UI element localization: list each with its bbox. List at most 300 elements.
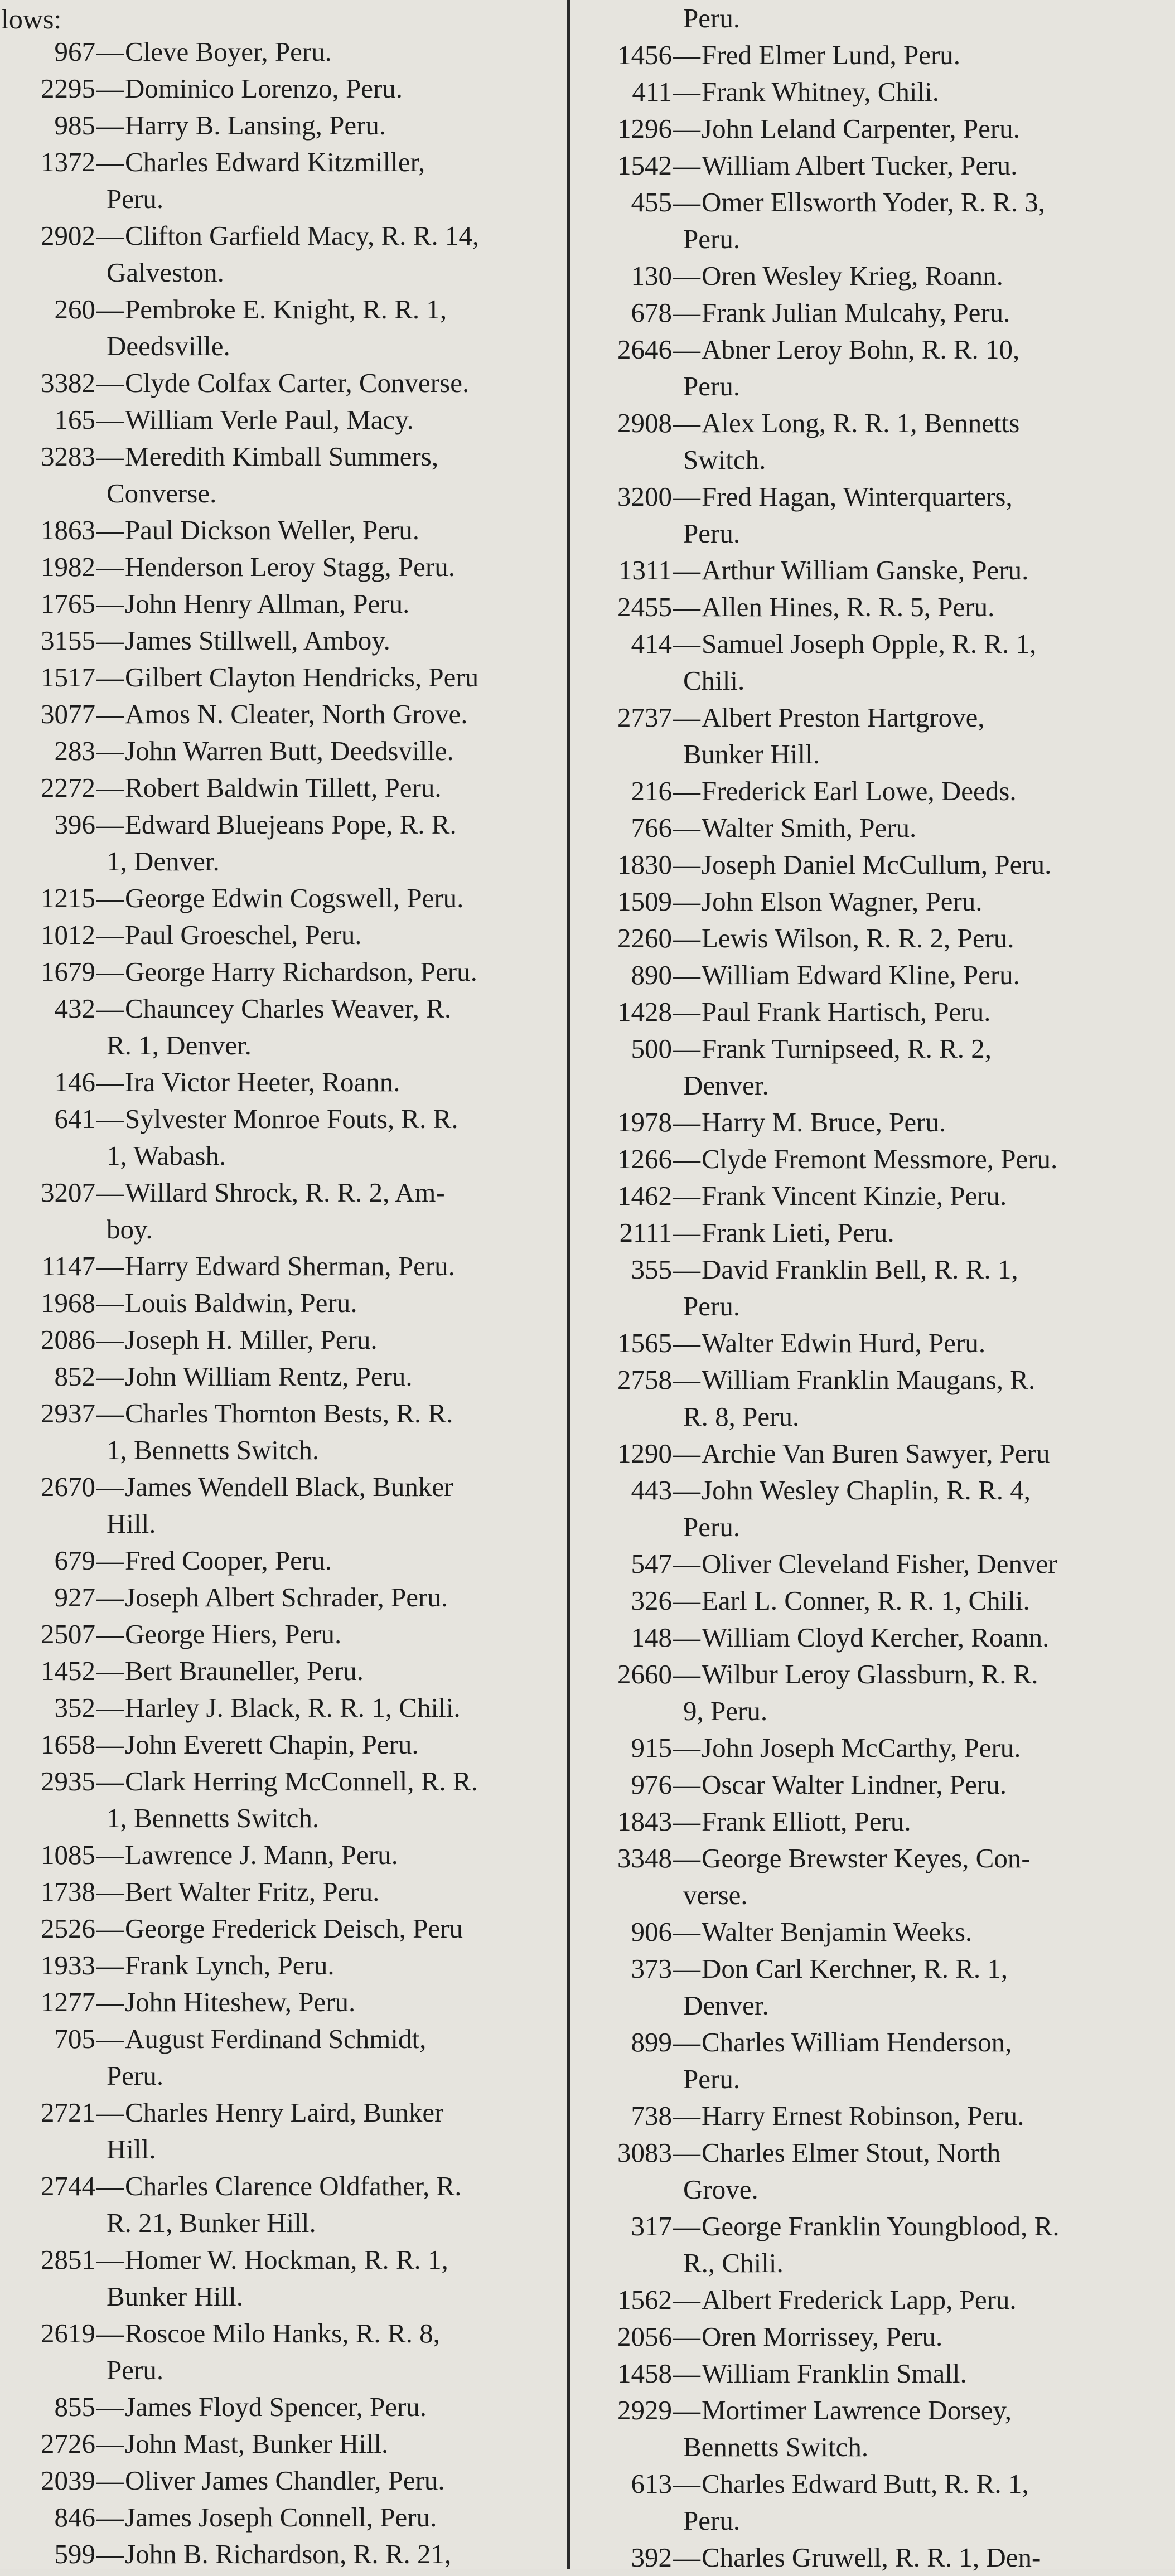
entry-name-address: Frank Whitney, Chili. xyxy=(702,76,939,107)
serial-number: 2260 xyxy=(617,923,672,953)
serial-number: 915 xyxy=(631,1732,672,1763)
serial-number: 1012 xyxy=(41,919,95,950)
dash-separator: — xyxy=(96,404,124,435)
entry-name-address: Henderson Leroy Stagg, Peru. xyxy=(125,551,455,582)
serial-number: 766 xyxy=(631,812,672,843)
dash-separator: — xyxy=(673,2468,700,2499)
registrant-entry xyxy=(3,512,567,549)
entry-first-line xyxy=(574,1656,1171,1693)
registrant-entry xyxy=(3,917,567,953)
serial-number: 2851 xyxy=(41,2244,95,2275)
serial-number: 1085 xyxy=(41,1839,95,1870)
registrant-entry xyxy=(574,1803,1171,1840)
entry-first-line xyxy=(574,846,1171,883)
serial-number: 1462 xyxy=(617,1180,672,1211)
dash-separator: — xyxy=(96,1950,124,1981)
registrant-entry xyxy=(3,401,567,438)
dash-separator: — xyxy=(96,367,124,398)
serial-number: 2908 xyxy=(617,408,672,438)
registrant-entry xyxy=(3,1579,567,1616)
registrant-entry xyxy=(3,2499,567,2536)
entry-continuation: R., Chili. xyxy=(683,2248,784,2278)
registrant-entry xyxy=(3,1726,567,1763)
entry-first-line xyxy=(3,622,567,659)
serial-number: 3077 xyxy=(41,699,95,729)
serial-number: 1843 xyxy=(617,1806,672,1837)
registrant-entry xyxy=(574,552,1171,589)
intro-text: lows: xyxy=(1,3,62,35)
registrant-entry xyxy=(574,1914,1171,1950)
dash-separator: — xyxy=(673,113,700,144)
serial-number: 641 xyxy=(54,1103,95,1134)
dash-separator: — xyxy=(673,334,700,365)
entry-name-address: Oliver Cleveland Fisher, Denver xyxy=(702,1548,1057,1579)
dash-separator: — xyxy=(96,1619,124,1649)
dash-separator: — xyxy=(673,1548,700,1579)
serial-number: 899 xyxy=(631,2027,672,2057)
entry-name-address: Charles Thornton Bests, R. R. xyxy=(125,1398,453,1429)
registrant-entry xyxy=(574,74,1171,110)
registrant-entry xyxy=(3,2315,567,2389)
entry-continuation: 1, Bennetts Switch. xyxy=(107,1435,320,1465)
registrant-entry xyxy=(3,1542,567,1579)
registrant-entry xyxy=(574,147,1171,184)
dash-separator: — xyxy=(673,1364,700,1395)
entry-continuation: Peru. xyxy=(683,3,741,33)
entry-name-address: Homer W. Hockman, R. R. 1, xyxy=(125,2244,448,2275)
registrant-entry xyxy=(574,1840,1171,1914)
dash-separator: — xyxy=(673,960,700,990)
dash-separator: — xyxy=(96,1545,124,1576)
registrant-entry xyxy=(574,2208,1171,2282)
dash-separator: — xyxy=(96,1103,124,1134)
entry-name-address: Albert Preston Hartgrove, xyxy=(702,702,985,733)
registrant-entry xyxy=(3,1947,567,1984)
entry-continuation: Peru. xyxy=(107,183,164,214)
entry-first-line xyxy=(3,2021,567,2057)
registrant-entry xyxy=(574,2024,1171,2098)
registrant-entry xyxy=(3,107,567,144)
entry-name-address: Walter Smith, Peru. xyxy=(702,812,917,843)
serial-number: 3348 xyxy=(617,1843,672,1873)
entry-name-address: William Cloyd Kercher, Roann. xyxy=(702,1622,1050,1653)
serial-number: 705 xyxy=(54,2023,95,2054)
entry-continuation: R. 1, Denver. xyxy=(107,1030,252,1061)
entry-first-line xyxy=(574,405,1171,442)
entry-first-line xyxy=(574,699,1171,736)
entry-name-address: George Franklin Youngblood, R. xyxy=(702,2211,1060,2241)
dash-separator: — xyxy=(96,625,124,656)
registrant-entry xyxy=(3,990,567,1064)
dash-separator: — xyxy=(673,40,700,70)
dash-separator: — xyxy=(96,1839,124,1870)
dash-separator: — xyxy=(673,1033,700,1064)
entry-name-address: Harley J. Black, R. R. 1, Chili. xyxy=(125,1692,461,1723)
serial-number: 352 xyxy=(54,1692,95,1723)
serial-number: 1863 xyxy=(41,515,95,545)
entry-name-address: Frederick Earl Lowe, Deeds. xyxy=(702,776,1017,806)
registrant-entry xyxy=(574,2392,1171,2466)
entry-first-line xyxy=(3,1616,567,1653)
entry-name-address: Bert Walter Fritz, Peru. xyxy=(125,1876,380,1907)
entry-first-line xyxy=(574,1214,1171,1251)
entry-first-line xyxy=(3,1101,567,1137)
entry-first-line xyxy=(574,1730,1171,1766)
registrant-entry xyxy=(3,1321,567,1358)
entry-name-address: Mortimer Lawrence Dorsey, xyxy=(702,2395,1012,2425)
dash-separator: — xyxy=(96,1361,124,1392)
entry-continuation: Hill. xyxy=(107,1508,156,1539)
registrant-entry xyxy=(3,2168,567,2241)
right-column xyxy=(574,0,1171,2573)
registrant-entry xyxy=(574,1104,1171,1141)
serial-number: 2744 xyxy=(41,2171,95,2201)
serial-number: 2721 xyxy=(41,2097,95,2128)
entry-name-address: William Franklin Maugans, R. xyxy=(702,1364,1036,1395)
registrant-entry xyxy=(574,957,1171,994)
entry-first-line xyxy=(3,2536,567,2573)
registrant-entry xyxy=(574,1472,1171,1546)
dash-separator: — xyxy=(673,1475,700,1505)
serial-number: 317 xyxy=(631,2211,672,2241)
entry-name-address: John Mast, Bunker Hill. xyxy=(125,2428,389,2459)
entry-first-line xyxy=(574,1141,1171,1178)
serial-number: 414 xyxy=(631,628,672,659)
serial-number: 373 xyxy=(631,1953,672,1984)
entry-name-address: John B. Richardson, R. R. 21, xyxy=(125,2539,452,2569)
serial-number: 1542 xyxy=(617,150,672,181)
registrant-entry xyxy=(3,33,567,70)
registrant-entry xyxy=(3,953,567,990)
entry-first-line xyxy=(574,1766,1171,1803)
registrant-entry xyxy=(574,1766,1171,1803)
registrant-entry xyxy=(574,1251,1171,1325)
entry-first-line xyxy=(574,258,1171,294)
entry-continuation: Peru. xyxy=(683,1291,741,1321)
entry-first-line xyxy=(574,957,1171,994)
entry-name-address: Bert Brauneller, Peru. xyxy=(125,1655,364,1686)
entry-name-address: John Elson Wagner, Peru. xyxy=(702,886,983,917)
serial-number: 2056 xyxy=(617,2321,672,2352)
dash-separator: — xyxy=(673,76,700,107)
dash-separator: — xyxy=(673,592,700,622)
entry-first-line xyxy=(574,2134,1171,2171)
registrant-entry xyxy=(3,1616,567,1653)
entry-first-line xyxy=(574,883,1171,920)
registrant-entry xyxy=(3,733,567,769)
entry-first-line xyxy=(574,773,1171,810)
dash-separator: — xyxy=(96,441,124,472)
entry-first-line xyxy=(3,2315,567,2352)
entry-name-address: Pembroke E. Knight, R. R. 1, xyxy=(125,294,447,325)
registrant-entry xyxy=(3,1174,567,1248)
entry-continuation: Peru. xyxy=(683,2505,741,2536)
entry-name-address: William Franklin Small. xyxy=(702,2358,967,2389)
entry-name-address: Wilbur Leroy Glassburn, R. R. xyxy=(702,1659,1038,1689)
registrant-entry xyxy=(3,1101,567,1174)
serial-number: 2295 xyxy=(41,73,95,104)
serial-number: 2272 xyxy=(41,772,95,803)
registrant-entry xyxy=(574,0,1171,37)
serial-number: 1658 xyxy=(41,1729,95,1760)
entry-name-address: Oliver James Chandler, Peru. xyxy=(125,2465,445,2496)
entry-first-line xyxy=(574,37,1171,74)
entry-name-address: Harry Edward Sherman, Peru. xyxy=(125,1251,455,1281)
entry-name-address: Frank Lieti, Peru. xyxy=(702,1217,894,1248)
entry-first-line xyxy=(574,626,1171,662)
dash-separator: — xyxy=(673,2100,700,2131)
registrant-entry xyxy=(574,2098,1171,2134)
dash-separator: — xyxy=(96,220,124,251)
dash-separator: — xyxy=(96,2244,124,2275)
entry-continuation: Deedsville. xyxy=(107,331,230,361)
serial-number: 3382 xyxy=(41,367,95,398)
entry-name-address: George Hiers, Peru. xyxy=(125,1619,342,1649)
entry-first-line xyxy=(3,880,567,917)
serial-number: 1311 xyxy=(618,555,672,585)
serial-number: 1968 xyxy=(41,1287,95,1318)
dash-separator: — xyxy=(96,772,124,803)
registrant-entry xyxy=(574,1030,1171,1104)
registrant-entry xyxy=(3,144,567,217)
entry-first-line xyxy=(574,1803,1171,1840)
entry-first-line xyxy=(3,365,567,401)
entry-first-line xyxy=(3,659,567,696)
registrant-entry xyxy=(574,1619,1171,1656)
registrant-entry xyxy=(574,1730,1171,1766)
dash-separator: — xyxy=(673,628,700,659)
registrant-entry xyxy=(574,258,1171,294)
serial-number: 1277 xyxy=(41,1987,95,2017)
entry-first-line xyxy=(574,331,1171,368)
entry-name-address: Frank Elliott, Peru. xyxy=(702,1806,911,1837)
entry-name-address: Samuel Joseph Opple, R. R. 1, xyxy=(702,628,1037,659)
left-column xyxy=(3,0,567,2569)
serial-number: 1565 xyxy=(617,1328,672,1358)
dash-separator: — xyxy=(96,883,124,913)
entry-name-address: Frank Vincent Kinzie, Peru. xyxy=(702,1180,1007,1211)
registrant-entry xyxy=(3,2462,567,2499)
dash-separator: — xyxy=(673,1769,700,1800)
entry-name-address: John William Rentz, Peru. xyxy=(125,1361,413,1392)
dash-separator: — xyxy=(673,1732,700,1763)
entry-first-line xyxy=(3,1726,567,1763)
entry-first-line xyxy=(574,2098,1171,2134)
dash-separator: — xyxy=(96,919,124,950)
entry-continuation: Denver. xyxy=(683,1070,769,1101)
entry-name-address: Gilbert Clayton Hendricks, Peru xyxy=(125,662,479,693)
entry-first-line xyxy=(3,2425,567,2462)
registrant-entry xyxy=(574,405,1171,478)
dash-separator: — xyxy=(96,588,124,619)
dash-separator: — xyxy=(673,776,700,806)
entry-first-line xyxy=(574,1435,1171,1472)
registrant-entry xyxy=(3,1689,567,1726)
registrant-entry xyxy=(574,1435,1171,1472)
serial-number: 985 xyxy=(54,110,95,141)
registrant-entry xyxy=(3,622,567,659)
serial-number: 216 xyxy=(631,776,672,806)
entry-name-address: Albert Frederick Lapp, Peru. xyxy=(702,2284,1017,2315)
entry-first-line xyxy=(3,512,567,549)
entry-name-address: Allen Hines, R. R. 5, Peru. xyxy=(702,592,995,622)
entry-first-line xyxy=(3,291,567,328)
dash-separator: — xyxy=(673,2211,700,2241)
registrant-entry xyxy=(574,294,1171,331)
entry-first-line xyxy=(574,2466,1171,2502)
registrant-entry xyxy=(574,883,1171,920)
entry-name-address: August Ferdinand Schmidt, xyxy=(125,2023,427,2054)
serial-number: 2111 xyxy=(619,1217,672,1248)
dash-separator: — xyxy=(96,147,124,177)
dash-separator: — xyxy=(673,408,700,438)
entry-first-line xyxy=(574,1619,1171,1656)
registrant-entry xyxy=(3,2425,567,2462)
entry-first-line xyxy=(3,1469,567,1505)
serial-number: 3207 xyxy=(41,1177,95,1208)
entry-first-line xyxy=(3,733,567,769)
registrant-entry xyxy=(3,2389,567,2425)
entry-name-address: Sylvester Monroe Fouts, R. R. xyxy=(125,1103,458,1134)
entry-name-address: Charles Edward Kitzmiller, xyxy=(125,147,425,177)
dash-separator: — xyxy=(96,294,124,325)
entry-first-line xyxy=(574,1914,1171,1950)
registrant-entry xyxy=(3,1984,567,2021)
entry-continuation: Chili. xyxy=(683,665,745,696)
entry-continuation: Galveston. xyxy=(107,257,224,288)
entry-first-line xyxy=(574,810,1171,846)
serial-number: 148 xyxy=(631,1622,672,1653)
entry-first-line xyxy=(574,147,1171,184)
dash-separator: — xyxy=(673,1438,700,1469)
serial-number: 260 xyxy=(54,294,95,325)
entry-name-address: James Joseph Connell, Peru. xyxy=(125,2502,437,2533)
dash-separator: — xyxy=(673,849,700,880)
entry-name-address: Fred Elmer Lund, Peru. xyxy=(702,40,961,70)
registrant-entry xyxy=(3,549,567,585)
entry-first-line xyxy=(574,2392,1171,2429)
entry-name-address: Oren Morrissey, Peru. xyxy=(702,2321,943,2352)
entry-first-line xyxy=(3,2241,567,2278)
entry-name-address: Omer Ellsworth Yoder, R. R. 3, xyxy=(702,187,1045,217)
serial-number: 906 xyxy=(631,1916,672,1947)
entry-first-line xyxy=(3,1837,567,1873)
dash-separator: — xyxy=(673,2542,700,2573)
serial-number: 1456 xyxy=(617,40,672,70)
registrant-entry xyxy=(3,217,567,291)
entry-name-address: Charles Edward Butt, R. R. 1, xyxy=(702,2468,1029,2499)
dash-separator: — xyxy=(96,956,124,987)
dash-separator: — xyxy=(673,2358,700,2389)
registrant-entry xyxy=(3,2021,567,2094)
serial-number: 1517 xyxy=(41,662,95,693)
dash-separator: — xyxy=(96,1582,124,1613)
entry-name-address: John Everett Chapin, Peru. xyxy=(125,1729,419,1760)
dash-separator: — xyxy=(673,1254,700,1285)
registrant-entry xyxy=(574,994,1171,1030)
dash-separator: — xyxy=(96,2097,124,2128)
dash-separator: — xyxy=(96,2465,124,2496)
dash-separator: — xyxy=(673,1328,700,1358)
dash-separator: — xyxy=(96,993,124,1024)
entry-continuation: Peru. xyxy=(683,224,741,254)
entry-first-line xyxy=(3,1542,567,1579)
entry-first-line xyxy=(3,1248,567,1285)
entry-first-line xyxy=(3,1285,567,1321)
dash-separator: — xyxy=(96,735,124,766)
registrant-entry xyxy=(3,365,567,401)
entry-first-line xyxy=(3,696,567,733)
registrant-entry xyxy=(574,1325,1171,1362)
entry-name-address: Robert Baldwin Tillett, Peru. xyxy=(125,772,442,803)
entry-first-line xyxy=(574,920,1171,957)
dash-separator: — xyxy=(673,150,700,181)
serial-number: 396 xyxy=(54,809,95,840)
entry-name-address: Walter Edwin Hurd, Peru. xyxy=(702,1328,986,1358)
entry-name-address: Harry M. Bruce, Peru. xyxy=(702,1107,946,1137)
entry-continuation: R. 8, Peru. xyxy=(683,1401,800,1432)
dash-separator: — xyxy=(673,1953,700,1984)
entry-first-line xyxy=(574,74,1171,110)
dash-separator: — xyxy=(96,1876,124,1907)
serial-number: 1830 xyxy=(617,849,672,880)
registrant-entry xyxy=(3,806,567,880)
entry-first-line xyxy=(3,769,567,806)
column-divider xyxy=(567,0,570,2569)
entry-first-line xyxy=(574,2539,1171,2576)
serial-number: 392 xyxy=(631,2542,672,2573)
serial-number: 2619 xyxy=(41,2318,95,2349)
entry-name-address: Abner Leroy Bohn, R. R. 10, xyxy=(702,334,1020,365)
serial-number: 1290 xyxy=(617,1438,672,1469)
dash-separator: — xyxy=(96,1729,124,1760)
registrant-entry xyxy=(574,920,1171,957)
entry-first-line xyxy=(3,107,567,144)
registrant-entry xyxy=(3,1837,567,1873)
registrant-entry xyxy=(574,2282,1171,2318)
registrant-entry xyxy=(3,1910,567,1947)
dash-separator: — xyxy=(673,260,700,291)
dash-separator: — xyxy=(96,1766,124,1797)
entry-name-address: Clyde Colfax Carter, Converse. xyxy=(125,367,470,398)
serial-number: 855 xyxy=(54,2391,95,2422)
entry-first-line xyxy=(574,2024,1171,2061)
dash-separator: — xyxy=(96,809,124,840)
dash-separator: — xyxy=(673,1217,700,1248)
entry-continuation: boy. xyxy=(107,1214,153,1245)
entry-first-line xyxy=(3,953,567,990)
dash-separator: — xyxy=(673,1622,700,1653)
dash-separator: — xyxy=(96,110,124,141)
serial-number: 165 xyxy=(54,404,95,435)
dash-separator: — xyxy=(673,923,700,953)
registrant-entry xyxy=(574,699,1171,773)
serial-number: 1509 xyxy=(617,886,672,917)
registrant-entry xyxy=(3,769,567,806)
entry-first-line xyxy=(574,1472,1171,1509)
registrant-entry xyxy=(3,1763,567,1837)
serial-number: 1679 xyxy=(41,956,95,987)
entry-first-line xyxy=(3,1910,567,1947)
serial-number: 2455 xyxy=(617,592,672,622)
dash-separator: — xyxy=(96,1324,124,1355)
registrant-entry xyxy=(3,696,567,733)
dash-separator: — xyxy=(673,812,700,843)
entry-first-line xyxy=(574,294,1171,331)
serial-number: 3283 xyxy=(41,441,95,472)
registrant-entry xyxy=(3,659,567,696)
registrant-entry xyxy=(574,810,1171,846)
